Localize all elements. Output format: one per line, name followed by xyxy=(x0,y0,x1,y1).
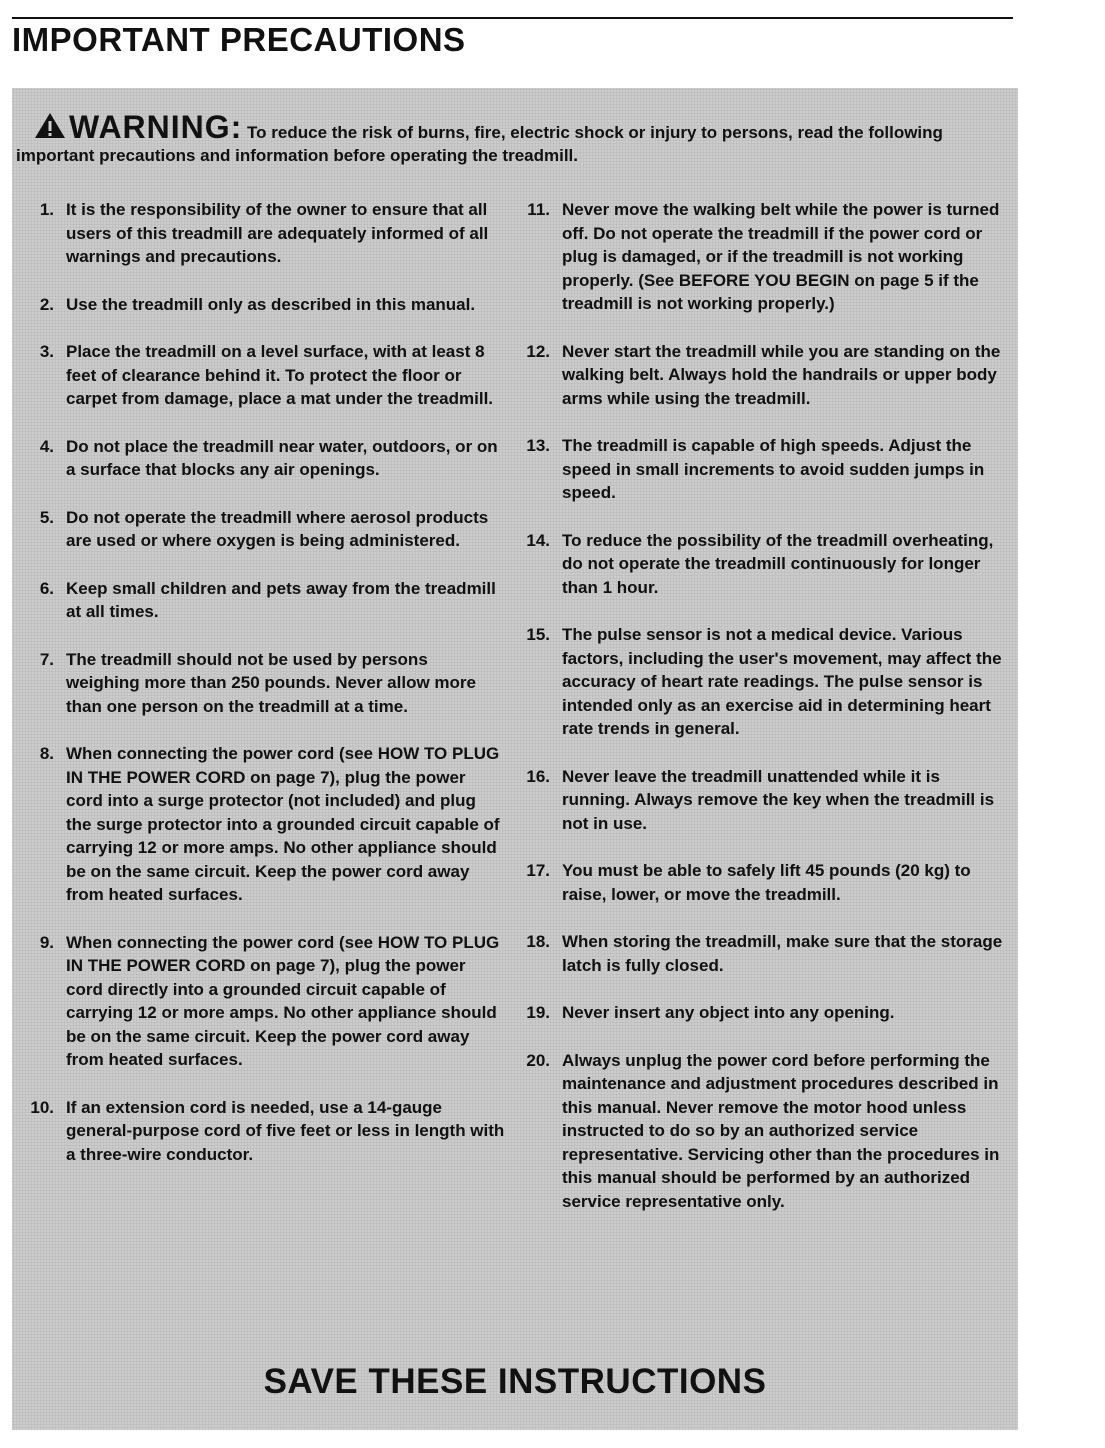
precaution-text: It is the responsibility of the owner to ensure that all users of this treadmill are adequately informed of all warnings and precautions. xyxy=(66,200,489,266)
precaution-item-4 xyxy=(28,435,506,482)
top-rule xyxy=(12,17,1013,19)
precaution-item-18 xyxy=(524,930,1004,977)
precaution-item-12 xyxy=(524,340,1004,411)
precaution-item-6 xyxy=(28,577,506,624)
precaution-item-5 xyxy=(28,506,506,553)
save-instructions-footer: SAVE THESE INSTRUCTIONS xyxy=(263,1362,767,1401)
precaution-item-20 xyxy=(524,1049,1004,1214)
precaution-number: 10. xyxy=(30,1097,54,1117)
precaution-number: 20. xyxy=(526,1050,550,1070)
precautions-left-column xyxy=(28,198,506,1166)
precaution-number: 15. xyxy=(526,625,550,644)
precaution-number: 1. xyxy=(39,200,54,219)
precaution-text: Keep small children and pets away from the treadmill at all times. xyxy=(66,578,496,621)
precaution-text: When storing the treadmill, make sure that the storage latch is fully closed. xyxy=(562,932,1003,975)
precaution-item-2 xyxy=(28,293,506,317)
precaution-number: 4. xyxy=(39,436,54,456)
warning-text: To reduce the risk of burns, fire, electric shock or injury to persons, read the following important precautions and information before operating the treadmill. xyxy=(16,123,943,165)
precaution-text: Do not place the treadmill near water, outdoors, or on a surface that blocks any air openings. xyxy=(66,436,498,479)
precaution-number: 5. xyxy=(39,507,54,527)
precaution-text: Do not operate the treadmill where aerosol products are used or where oxygen is being administered. xyxy=(66,507,489,550)
warning-triangle-icon xyxy=(34,112,66,139)
warning-panel xyxy=(12,88,1018,1430)
precaution-item-10 xyxy=(28,1096,506,1167)
precaution-item-9 xyxy=(28,931,506,1072)
precaution-text: Never start the treadmill while you are standing on the walking belt. Always hold the handrails or upper body arms while using the treadmill. xyxy=(562,341,1001,408)
precaution-text: The treadmill should not be used by persons weighing more than 250 pounds. Never allow more than one person on the treadmill at a time. xyxy=(66,649,476,716)
precaution-number: 7. xyxy=(39,649,54,669)
precaution-text: The pulse sensor is not a medical device. Various factors, including the user's movement, may affect the accuracy of heart rate readings. The pulse sensor is intended only as an exercise aid in determining heart rate trends in general. xyxy=(562,625,1002,738)
precaution-number: 8. xyxy=(39,744,54,763)
precaution-item-1 xyxy=(28,198,506,269)
precaution-item-15 xyxy=(524,623,1004,741)
precaution-item-16 xyxy=(524,765,1004,836)
precaution-text: Use the treadmill only as described in this manual. xyxy=(66,294,476,314)
precaution-number: 14. xyxy=(526,530,550,550)
precaution-text: When connecting the power cord (see HOW TO PLUG IN THE POWER CORD on page 7), plug the power cord into a surge protector (not included) and plug the surge protector into a grounded circuit capable of carrying 12 or more amps. No other appliance should be on the same circuit. Keep the power cord away from heated surfaces. xyxy=(66,744,500,904)
precaution-text: Place the treadmill on a level surface, with at least 8 feet of clearance behind it. To protect the floor or carpet from damage, place a mat under the treadmill. xyxy=(66,342,494,408)
precaution-text: Never move the walking belt while the power is turned off. Do not operate the treadmill if the power cord or plug is damaged, or if the treadmill is not working properly. (See BEFORE YOU BEGIN on page 5 if the treadmill is not working properly.) xyxy=(562,200,1000,313)
page-title: IMPORTANT PRECAUTIONS xyxy=(12,21,466,58)
precaution-number: 19. xyxy=(526,1003,550,1022)
precaution-text: You must be able to safely lift 45 pounds (20 kg) to raise, lower, or move the treadmill. xyxy=(562,861,971,904)
precautions-right-column xyxy=(524,198,1004,1213)
precaution-number: 9. xyxy=(39,932,54,952)
precaution-text: Never insert any object into any opening. xyxy=(562,1003,895,1022)
precaution-number: 16. xyxy=(526,766,550,786)
precaution-number: 2. xyxy=(39,294,54,314)
precaution-number: 12. xyxy=(526,341,550,361)
precaution-number: 3. xyxy=(39,342,54,361)
precaution-number: 13. xyxy=(526,436,550,455)
warning-intro xyxy=(16,109,1006,167)
precaution-text: Never leave the treadmill unattended while it is running. Always remove the key when the treadmill is not in use. xyxy=(562,766,995,833)
precaution-item-14 xyxy=(524,529,1004,600)
precaution-number: 17. xyxy=(526,861,550,880)
precaution-item-19 xyxy=(524,1001,1004,1025)
precaution-text: To reduce the possibility of the treadmill overheating, do not operate the treadmill continuously for longer than 1 hour. xyxy=(562,530,994,597)
precaution-item-8 xyxy=(28,742,506,907)
precaution-text: If an extension cord is needed, use a 14-gauge general-purpose cord of five feet or less in length with a three-wire conductor. xyxy=(66,1097,505,1164)
precaution-item-11 xyxy=(524,198,1004,316)
precaution-number: 6. xyxy=(39,578,54,598)
precaution-item-3 xyxy=(28,340,506,411)
precaution-number: 11. xyxy=(527,200,550,219)
precaution-number: 18. xyxy=(526,932,550,951)
precaution-text: Always unplug the power cord before performing the maintenance and adjustment procedures described in this manual. Never remove the motor hood unless instructed to do so by an authorized service representative. Servicing other than the procedures in this manual should be performed by an authorized service representative only. xyxy=(562,1050,1000,1211)
warning-label: WARNING: xyxy=(69,109,243,145)
precaution-text: The treadmill is capable of high speeds. Adjust the speed in small increments to avoid sudden jumps in speed. xyxy=(562,436,985,502)
precaution-item-13 xyxy=(524,434,1004,505)
precaution-item-7 xyxy=(28,648,506,719)
precaution-item-17 xyxy=(524,859,1004,906)
precaution-text: When connecting the power cord (see HOW TO PLUG IN THE POWER CORD on page 7), plug the power cord directly into a grounded circuit capable of carrying 12 or more amps. No other appliance should be on the same circuit. Keep the power cord away from heated surfaces. xyxy=(66,932,500,1069)
